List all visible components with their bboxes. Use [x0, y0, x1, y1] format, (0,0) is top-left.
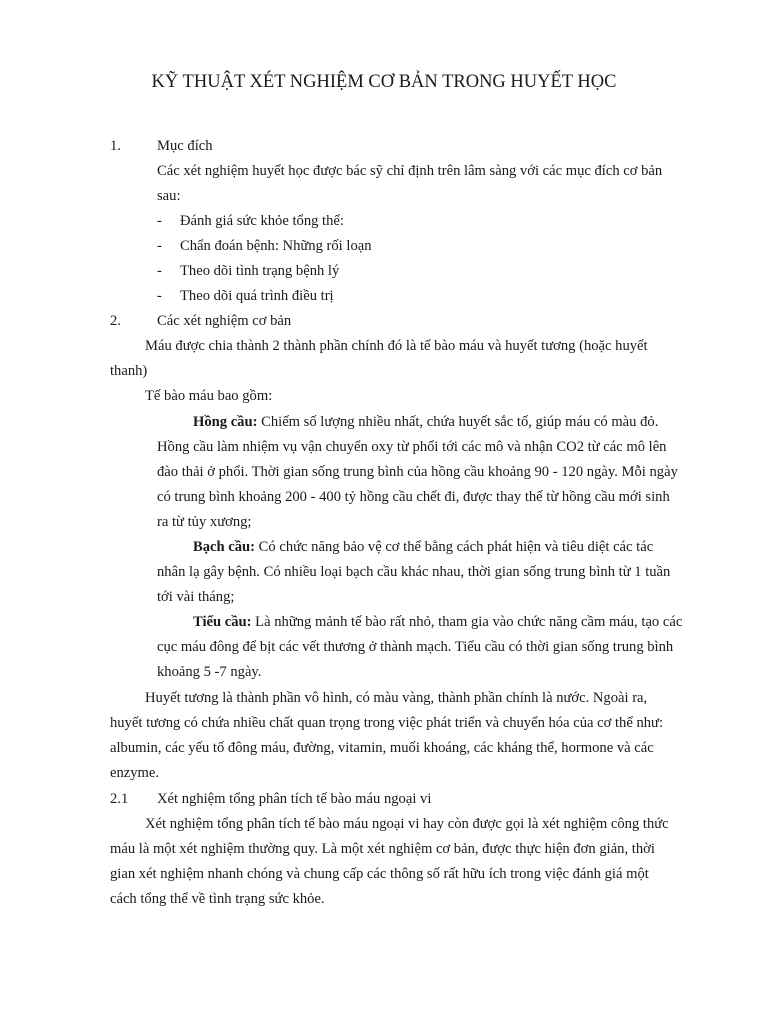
section-2-1-number: 2.1	[110, 791, 129, 807]
red-cell-text: ra từ tủy xương;	[157, 514, 252, 530]
white-cell-paragraph	[193, 537, 653, 557]
bullet-dash: -	[157, 238, 162, 254]
section-2-intro: Máu được chia thành 2 thành phần chính đó là tế bào máu và huyết tương (hoặc huyết	[145, 338, 648, 354]
plasma-text: huyết tương có chứa nhiều chất quan trọng trong việc phát triển và chuyển hóa của cơ thể như:	[110, 715, 664, 731]
white-cell-label: Bạch cầu:	[193, 539, 256, 555]
section-2-1-text: gian xét nghiệm nhanh chóng và chung cấp các thông số rất hữu ích trong việc đánh giá một	[110, 866, 649, 882]
red-cell-text: Hồng cầu làm nhiệm vụ vận chuyển oxy từ phổi tới các mô và nhận CO2 từ các mô lên	[157, 439, 667, 455]
document-title: KỸ THUẬT XÉT NGHIỆM CƠ BẢN TRONG HUYẾT HỌC	[151, 72, 617, 92]
white-cell-text: tới vài tháng;	[157, 589, 235, 605]
bullet-dash: -	[157, 263, 162, 279]
section-2-intro-cont: thanh)	[110, 363, 148, 379]
blood-cells-intro: Tế bào máu bao gồm:	[145, 388, 273, 404]
bullet-item: Chẩn đoán bệnh: Những rối loạn	[180, 238, 372, 254]
platelet-text: khoảng 5 -7 ngày.	[157, 664, 262, 680]
platelet-text: cục máu đông để bịt các vết thương ở thành mạch. Tiểu cầu có thời gian sống trung bình	[157, 639, 674, 655]
red-cell-paragraph	[193, 412, 658, 432]
section-1-heading: Mục đích	[157, 138, 213, 154]
red-cell-text: Chiếm số lượng nhiều nhất, chứa huyết sắc tố, giúp máu có màu đỏ.	[257, 414, 659, 430]
plasma-text: albumin, các yếu tố đông máu, đường, vitamin, muối khoáng, các kháng thể, hormone và các	[110, 740, 654, 756]
section-2-1-heading: Xét nghiệm tổng phân tích tế bào máu ngoại vi	[157, 791, 432, 807]
section-2-1-text: máu là một xét nghiệm thường quy. Là một xét nghiệm cơ bản, được thực hiện đơn giản, thời	[110, 841, 655, 857]
section-2-1-text: cách tổng thể về tình trạng sức khỏe.	[110, 891, 325, 907]
bullet-item: Theo dõi quá trình điều trị	[180, 288, 334, 304]
bullet-dash: -	[157, 288, 162, 304]
red-cell-label: Hồng cầu:	[193, 414, 258, 430]
section-1-intro: Các xét nghiệm huyết học được bác sỹ chỉ định trên lâm sàng với các mục đích cơ bản	[157, 163, 663, 179]
section-2-number: 2.	[110, 313, 121, 329]
section-1-number: 1.	[110, 138, 121, 154]
red-cell-text: đào thải ở phổi. Thời gian sống trung bình của hồng cầu khoảng 90 - 120 ngày. Mỗi ngày	[157, 464, 678, 480]
white-cell-text: Có chức năng bảo vệ cơ thể bằng cách phát hiện và tiêu diệt các tác	[255, 539, 654, 555]
bullet-item: Theo dõi tình trạng bệnh lý	[180, 263, 340, 279]
platelet-text: Là những mảnh tế bào rất nhỏ, tham gia vào chức năng cầm máu, tạo các	[251, 614, 683, 630]
plasma-text: enzyme.	[110, 765, 160, 781]
red-cell-text: có trung bình khoảng 200 - 400 tỷ hồng cầu chết đi, được thay thế từ hồng cầu mới sinh	[157, 489, 670, 505]
plasma-text: Huyết tương là thành phần vô hình, có màu vàng, thành phần chính là nước. Ngoài ra,	[145, 690, 648, 706]
section-2-heading: Các xét nghiệm cơ bản	[157, 313, 292, 329]
platelet-label: Tiểu cầu:	[193, 614, 252, 630]
bullet-item: Đánh giá sức khỏe tổng thể:	[180, 213, 344, 229]
bullet-dash: -	[157, 213, 162, 229]
platelet-paragraph	[193, 612, 682, 632]
section-1-intro-cont: sau:	[157, 188, 181, 204]
white-cell-text: nhân lạ gây bệnh. Có nhiều loại bạch cầu khác nhau, thời gian sống trung bình từ 1 tuần	[157, 564, 671, 580]
section-2-1-text: Xét nghiệm tổng phân tích tế bào máu ngoại vi hay còn được gọi là xét nghiệm công thức	[145, 816, 669, 832]
